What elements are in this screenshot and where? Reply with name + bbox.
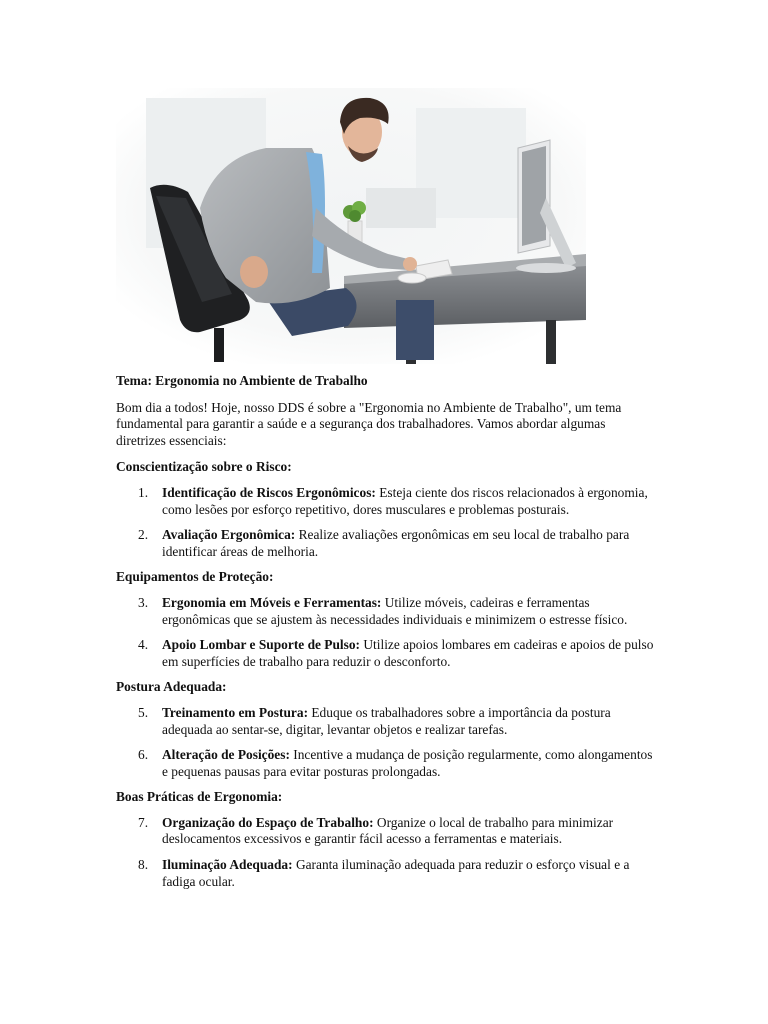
list-item (116, 485, 656, 518)
list-posture (116, 705, 656, 780)
list-number: 1. (138, 484, 149, 500)
section-title-risk: Conscientização sobre o Risco: (116, 459, 292, 475)
list-number: 5. (138, 704, 149, 720)
item-text: Utilize móveis, cadeiras e ferramentas ergonômicas que se ajustem às necessidades individuais e minimizem o estresse físico. (162, 594, 628, 627)
list-item (116, 595, 656, 628)
list-number: 6. (138, 747, 149, 763)
list-item (116, 705, 656, 738)
item-text: Organize o local de trabalho para minimizar deslocamentos excessivos e garantir fácil acesso a ferramentas e materiais. (162, 814, 614, 847)
list-item (116, 857, 656, 890)
item-text: Garanta iluminação adequada para reduzir o esforço visual e a fadiga ocular. (162, 857, 630, 889)
list-number: 4. (138, 637, 149, 653)
item-label: Apoio Lombar e Suporte de Pulso: (162, 637, 361, 653)
document-title: Tema: Ergonomia no Ambiente de Trabalho (116, 373, 368, 388)
list-practices (116, 815, 656, 890)
item-label: Avaliação Ergonômica: (162, 527, 296, 543)
item-label: Treinamento em Postura: (162, 704, 309, 720)
section-title-practices: Boas Práticas de Ergonomia: (116, 789, 283, 805)
list-number: 2. (138, 527, 149, 543)
item-text: Realize avaliações ergonômicas em seu local de trabalho para identificar áreas de melhoria. (162, 527, 630, 559)
intro-paragraph: Bom dia a todos! Hoje, nosso DDS é sobre a "Ergonomia no Ambiente de Trabalho", um tema fundamental para garantir a saúde e a segurança dos trabalhadores. Vamos abordar algumas diretrizes essenciais: (116, 399, 622, 448)
list-risk (116, 485, 656, 560)
item-label: Ergonomia em Móveis e Ferramentas: (162, 594, 382, 610)
item-label: Alteração de Posições: (162, 747, 290, 763)
person-at-desk-illustration (116, 88, 586, 364)
list-item (116, 637, 656, 670)
list-item (116, 815, 656, 848)
item-text: Esteja ciente dos riscos relacionados à ergonomia, como lesões por esforço repetitivo, dores musculares e problemas posturais. (162, 484, 648, 517)
list-number: 7. (138, 814, 149, 830)
section-title-posture: Postura Adequada: (116, 679, 227, 695)
item-text: Eduque os trabalhadores sobre a importância da postura adequada ao sentar-se, digitar, levantar objetos e realizar tarefas. (162, 704, 611, 737)
list-item (116, 527, 656, 560)
section-title-equipment: Equipamentos de Proteção: (116, 569, 274, 585)
list-item (116, 747, 656, 780)
item-label: Iluminação Adequada: (162, 857, 293, 873)
list-number: 3. (138, 594, 149, 610)
list-number: 8. (138, 857, 149, 873)
document-body (116, 373, 656, 899)
item-text: Incentive a mudança de posição regularmente, como alongamentos e pequenas pausas para evitar posturas prolongadas. (162, 747, 653, 779)
item-label: Organização do Espaço de Trabalho: (162, 814, 374, 830)
item-text: Utilize apoios lombares em cadeiras e apoios de pulso em superfícies de trabalho para reduzir o desconforto. (162, 637, 654, 669)
list-equipment (116, 595, 656, 670)
item-label: Identificação de Riscos Ergonômicos: (162, 484, 376, 500)
